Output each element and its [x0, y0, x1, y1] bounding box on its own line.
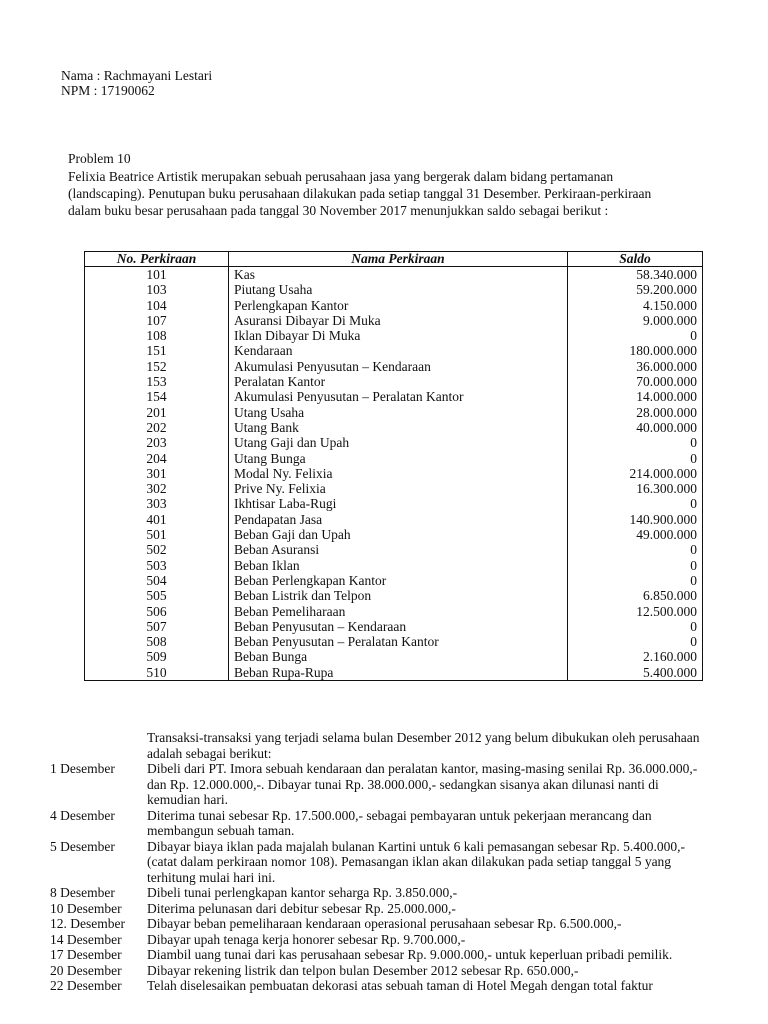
- account-name: Kas: [229, 267, 568, 283]
- transaction-date: 22 Desember: [50, 978, 122, 993]
- table-row: [85, 435, 703, 450]
- table-row: [85, 604, 703, 619]
- account-name: Akumulasi Penyusutan – Peralatan Kantor: [229, 389, 568, 404]
- problem-intro: Felixia Beatrice Artistik merupakan sebuah perusahaan jasa yang bergerak dalam bidang pertamanan (landscaping). Penutupan buku perusahaan dilakukan pada setiap tanggal 31 Desember. Perkiraan-perkiraan dalam buku besar perusahaan pada tanggal 30 November 2017 menunjukkan saldo sebagai berikut :: [68, 169, 652, 218]
- account-number: 506: [85, 604, 229, 619]
- account-balance: 5.400.000: [568, 665, 703, 681]
- student-header: [61, 68, 212, 98]
- transaction-item: [50, 947, 750, 963]
- transaction-description: Dibeli dari PT. Imora sebuah kendaraan dan peralatan kantor, masing-masing senilai Rp. 36.000.000,- dan Rp. 12.000.000,-. Dibayar tunai Rp. 38.000.000,- sedangkan sisanya akan dilunasi nanti di kemudian hari.: [147, 761, 698, 807]
- account-balance: 59.200.000: [568, 282, 703, 297]
- table-row: [85, 405, 703, 420]
- account-number: 503: [85, 558, 229, 573]
- account-number: 505: [85, 588, 229, 603]
- account-number: 103: [85, 282, 229, 297]
- transaction-description: Diambil uang tunai dari kas perusahaan sebesar Rp. 9.000.000,- untuk keperluan pribadi pemilik.: [147, 947, 673, 962]
- table-row: [85, 466, 703, 481]
- table-row: [85, 420, 703, 435]
- account-number: 107: [85, 313, 229, 328]
- column-header-saldo: Saldo: [568, 252, 703, 267]
- transaction-description: Dibayar beban pemeliharaan kendaraan operasional perusahaan sebesar Rp. 6.500.000,-: [147, 916, 622, 931]
- account-name: Ikhtisar Laba-Rugi: [229, 496, 568, 511]
- account-number: 507: [85, 619, 229, 634]
- account-balance: 9.000.000: [568, 313, 703, 328]
- transaction-date: 10 Desember: [50, 900, 122, 916]
- account-number: 202: [85, 420, 229, 435]
- transaction-item: [50, 916, 750, 932]
- account-name: Modal Ny. Felixia: [229, 466, 568, 481]
- table-row: [85, 512, 703, 527]
- account-balance: 0: [568, 634, 703, 649]
- table-row: [85, 313, 703, 328]
- table-row: [85, 481, 703, 496]
- account-balance: 0: [568, 328, 703, 343]
- account-balance: 58.340.000: [568, 267, 703, 283]
- account-name: Beban Bunga: [229, 649, 568, 664]
- account-name: Akumulasi Penyusutan – Kendaraan: [229, 359, 568, 374]
- account-number: 509: [85, 649, 229, 664]
- transaction-description: Dibeli tunai perlengkapan kantor seharga Rp. 3.850.000,-: [147, 885, 458, 900]
- account-number: 502: [85, 542, 229, 557]
- transaction-item: [50, 839, 750, 886]
- table-row: [85, 665, 703, 681]
- transaction-item: [50, 808, 750, 839]
- transaction-description: Diterima tunai sebesar Rp. 17.500.000,- sebagai pembayaran untuk pekerjaan merancang dan membangun sebuah taman.: [147, 807, 652, 838]
- account-number: 152: [85, 359, 229, 374]
- account-name: Utang Bank: [229, 420, 568, 435]
- transaction-item: [50, 963, 750, 979]
- transaction-description: Dibayar rekening listrik dan telpon bulan Desember 2012 sebesar Rp. 650.000,-: [147, 962, 579, 978]
- transaction-date: 20 Desember: [50, 962, 122, 978]
- account-number: 153: [85, 374, 229, 389]
- transaction-date: 17 Desember: [50, 947, 122, 962]
- transaction-item: [50, 761, 750, 808]
- account-number: 508: [85, 634, 229, 649]
- account-balance: 2.160.000: [568, 649, 703, 664]
- account-balance: 0: [568, 542, 703, 557]
- ledger-body: [85, 267, 703, 681]
- account-balance: 0: [568, 558, 703, 573]
- account-name: Beban Listrik dan Telpon: [229, 588, 568, 603]
- table-row: [85, 328, 703, 343]
- account-number: 154: [85, 389, 229, 404]
- student-npm: NPM : 17190062: [61, 83, 155, 98]
- column-header-no: No. Perkiraan: [85, 252, 229, 267]
- account-name: Beban Iklan: [229, 558, 568, 573]
- account-balance: 28.000.000: [568, 405, 703, 420]
- column-header-name: Nama Perkiraan: [229, 252, 568, 267]
- account-name: Perlengkapan Kantor: [229, 298, 568, 313]
- transaction-item: [50, 978, 750, 994]
- transaction-item: [50, 885, 750, 901]
- account-balance: 140.900.000: [568, 512, 703, 527]
- account-name: Pendapatan Jasa: [229, 512, 568, 527]
- account-number: 101: [85, 267, 229, 283]
- transaction-date: 12. Desember: [50, 916, 125, 931]
- account-balance: 0: [568, 451, 703, 466]
- transaction-date: 4 Desember: [50, 807, 115, 823]
- table-row: [85, 588, 703, 603]
- transaction-item: [50, 932, 750, 948]
- account-balance: 0: [568, 496, 703, 511]
- transaction-date: 8 Desember: [50, 885, 115, 900]
- account-number: 303: [85, 496, 229, 511]
- table-row: [85, 573, 703, 588]
- account-balance: 36.000.000: [568, 359, 703, 374]
- account-number: 201: [85, 405, 229, 420]
- table-row: [85, 496, 703, 511]
- account-name: Utang Bunga: [229, 451, 568, 466]
- account-balance: 0: [568, 435, 703, 450]
- account-balance: 16.300.000: [568, 481, 703, 496]
- account-name: Utang Usaha: [229, 405, 568, 420]
- table-row: [85, 451, 703, 466]
- account-balance: 14.000.000: [568, 389, 703, 404]
- account-number: 104: [85, 298, 229, 313]
- table-row: [85, 389, 703, 404]
- problem-title: Problem 10: [68, 151, 131, 166]
- table-row: [85, 267, 703, 283]
- account-balance: 40.000.000: [568, 420, 703, 435]
- student-name: Nama : Rachmayani Lestari: [61, 68, 213, 83]
- account-name: Piutang Usaha: [229, 282, 568, 297]
- account-name: Beban Penyusutan – Peralatan Kantor: [229, 634, 568, 649]
- transaction-date: 5 Desember: [50, 838, 115, 854]
- account-number: 301: [85, 466, 229, 481]
- account-balance: 49.000.000: [568, 527, 703, 542]
- account-number: 510: [85, 665, 229, 681]
- table-row: [85, 558, 703, 573]
- account-balance: 0: [568, 619, 703, 634]
- account-number: 151: [85, 343, 229, 358]
- account-balance: 214.000.000: [568, 466, 703, 481]
- account-name: Prive Ny. Felixia: [229, 481, 568, 496]
- account-name: Beban Perlengkapan Kantor: [229, 573, 568, 588]
- account-number: 504: [85, 573, 229, 588]
- transaction-description: Dibayar upah tenaga kerja honorer sebesar Rp. 9.700.000,-: [147, 931, 466, 947]
- transaction-description: Telah diselesaikan pembuatan dekorasi atas sebuah taman di Hotel Megah dengan total faktur: [147, 978, 653, 993]
- account-balance: 0: [568, 573, 703, 588]
- account-balance: 70.000.000: [568, 374, 703, 389]
- table-row: [85, 619, 703, 634]
- table-row: [85, 343, 703, 358]
- account-balance: 6.850.000: [568, 588, 703, 603]
- table-row: [85, 359, 703, 374]
- transactions-intro: Transaksi-transaksi yang terjadi selama bulan Desember 2012 yang belum dibukukan oleh perusahaan adalah sebagai berikut:: [147, 730, 700, 761]
- table-row: [85, 282, 703, 297]
- account-name: Kendaraan: [229, 343, 568, 358]
- account-name: Iklan Dibayar Di Muka: [229, 328, 568, 343]
- account-name: Asuransi Dibayar Di Muka: [229, 313, 568, 328]
- account-name: Beban Rupa-Rupa: [229, 665, 568, 681]
- account-number: 501: [85, 527, 229, 542]
- account-balance: 180.000.000: [568, 343, 703, 358]
- account-number: 401: [85, 512, 229, 527]
- account-name: Beban Gaji dan Upah: [229, 527, 568, 542]
- table-header-row: [85, 252, 703, 267]
- account-balance: 4.150.000: [568, 298, 703, 313]
- table-row: [85, 634, 703, 649]
- table-row: [85, 527, 703, 542]
- account-balance: 12.500.000: [568, 604, 703, 619]
- account-name: Utang Gaji dan Upah: [229, 435, 568, 450]
- account-number: 203: [85, 435, 229, 450]
- account-name: Beban Penyusutan – Kendaraan: [229, 619, 568, 634]
- account-name: Beban Asuransi: [229, 542, 568, 557]
- transaction-date: 14 Desember: [50, 931, 122, 947]
- ledger-table: [84, 251, 703, 681]
- transaction-item: [50, 901, 750, 917]
- account-name: Peralatan Kantor: [229, 374, 568, 389]
- transaction-description: Dibayar biaya iklan pada majalah bulanan Kartini untuk 6 kali pemasangan sebesar Rp. 5.400.000,- (catat dalam perkiraan nomor 108). Pemasangan iklan akan dilakukan pada setiap tanggal 5 yang terhitung mulai hari ini.: [147, 838, 685, 885]
- transactions-list: [50, 761, 750, 994]
- table-row: [85, 649, 703, 664]
- transaction-date: 1 Desember: [50, 761, 115, 776]
- account-number: 302: [85, 481, 229, 496]
- account-number: 204: [85, 451, 229, 466]
- account-name: Beban Pemeliharaan: [229, 604, 568, 619]
- account-number: 108: [85, 328, 229, 343]
- table-row: [85, 374, 703, 389]
- table-row: [85, 542, 703, 557]
- table-row: [85, 298, 703, 313]
- transaction-description: Diterima pelunasan dari debitur sebesar Rp. 25.000.000,-: [147, 900, 456, 916]
